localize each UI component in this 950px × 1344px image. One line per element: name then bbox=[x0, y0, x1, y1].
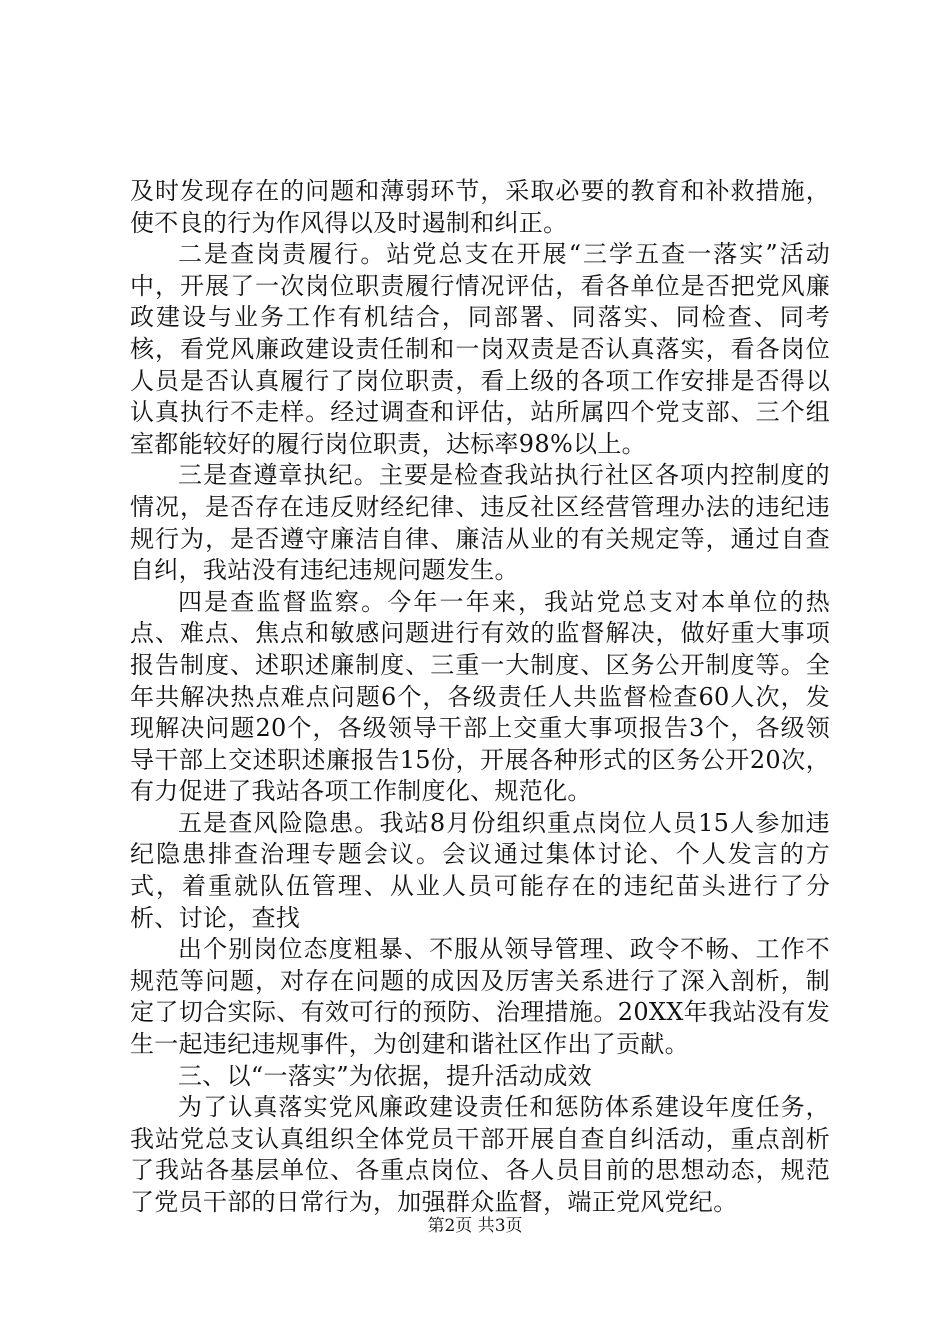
paragraph-continuation: 及时发现存在的问题和薄弱环节，采取必要的教育和补救措施，使不良的行为作风得以及时遏制和纠正。 bbox=[130, 177, 830, 237]
paragraph-risk-check: 五是查风险隐患。我站8月份组织重点岗位人员15人参加违纪隐患排查治理专题会议。会议通过集体讨论、个人发言的方式，着重就队伍管理、从业人员可能存在的违纪苗头进行了分析、讨论，查找 bbox=[130, 808, 830, 932]
paragraph-risk-check-continued: 出个别岗位态度粗暴、不服从领导管理、政令不畅、工作不规范等问题，对存在问题的成因及厉害关系进行了深入剖析，制定了切合实际、有效可行的预防、治理措施。20XX年我站没有发生一起违纪违规事件，为创建和谐社区作出了贡献。 bbox=[130, 935, 830, 1059]
page-footer bbox=[0, 1216, 950, 1236]
document-body bbox=[130, 176, 830, 1219]
page-number-label: 第2页 共3页 bbox=[427, 1216, 523, 1236]
section-heading: 三、以“一落实”为依据，提升活动成效 bbox=[178, 1061, 592, 1090]
paragraph-discipline-check: 三是查遵章执纪。主要是检查我站执行社区各项内控制度的情况，是否存在违反财经纪律、违反社区经营管理办法的违纪违规行为，是否遵守廉洁自律、廉洁从业的有关规定等，通过自查自纠，我站没有违纪违规问题发生。 bbox=[130, 461, 830, 585]
paragraph-implementation: 为了认真落实党风廉政建设责任和惩防体系建设年度任务，我站党总支认真组织全体党员干部开展自查自纠活动，重点剖析了我站各基层单位、各重点岗位、各人员目前的思想动态，规范了党员干部的日常行为，加强群众监督，端正党风党纪。 bbox=[130, 1093, 830, 1216]
paragraph-supervision-check: 四是查监督监察。今年一年来，我站党总支对本单位的热点、难点、焦点和敏感问题进行有效的监督解决，做好重大事项报告制度、述职述廉制度、三重一大制度、区务公开制度等。全年共解决热点难点问题6个，各级责任人共监督检查60人次，发现解决问题20个，各级领导干部上交重大事项报告3个，各级领导干部上交述职述廉报告15份，开展各种形式的区务公开20次，有力促进了我站各项工作制度化、规范化。 bbox=[130, 587, 830, 806]
paragraph-post-duty-check: 二是查岗责履行。站党总支在开展“三学五查一落实”活动中，开展了一次岗位职责履行情况评估，看各单位是否把党风廉政建设与业务工作有机结合，同部署、同落实、同检查、同考核，看党风廉政建设责任制和一岗双责是否认真落实，看各岗位人员是否认真履行了岗位职责，看上级的各项工作安排是否得以认真执行不走样。经过调查和评估，站所属四个党支部、三个组室都能较好的履行岗位职责，达标率98%以上。 bbox=[130, 240, 830, 458]
